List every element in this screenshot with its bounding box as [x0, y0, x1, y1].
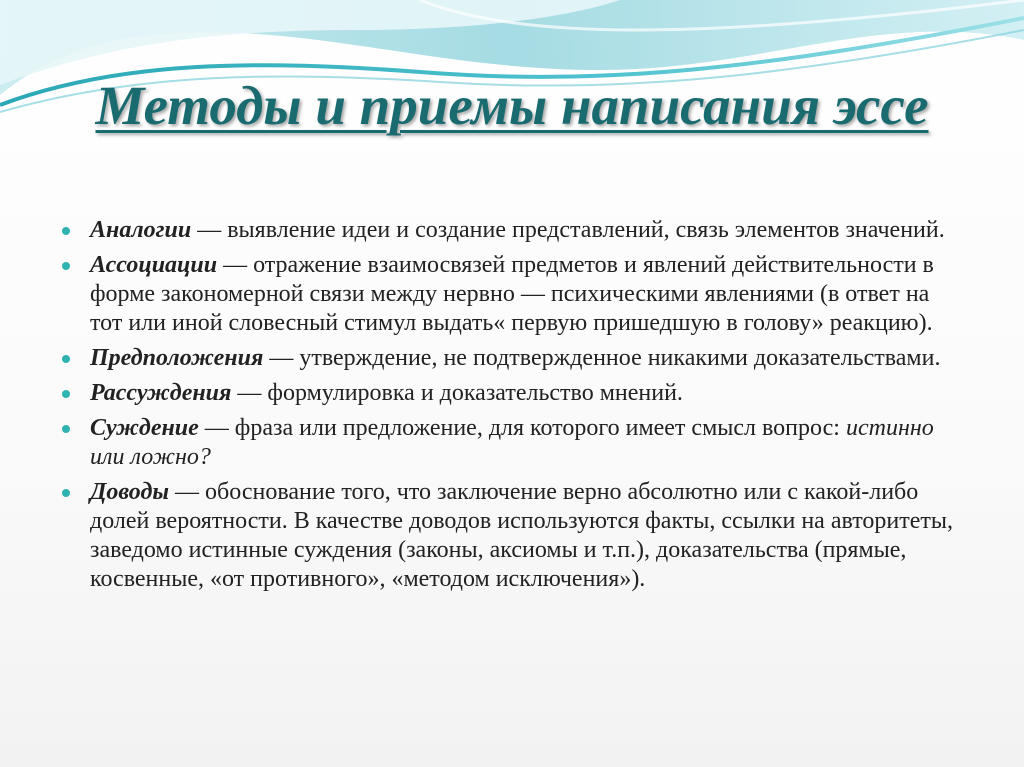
list-item — [62, 379, 962, 408]
list-item — [62, 478, 962, 594]
bullet-icon — [62, 390, 70, 398]
bullet-icon — [62, 227, 70, 235]
list-item — [62, 344, 962, 373]
item-text: — формулировка и доказательство мнений. — [231, 380, 683, 406]
item-term: Суждение — [90, 415, 199, 441]
item-term: Аналогии — [90, 217, 192, 243]
item-emphasis: истинно или ложно? — [90, 415, 934, 470]
page-title: Методы и приемы написания эссе — [95, 75, 929, 136]
item-text: — обоснование того, что заключение верно абсолютно или с какой-либо долей вероятности. В качестве доводов используются факты, ссылки на авторитеты, заведомо истинные суждения (законы, аксиомы и т.п.), доказательства (прямые, косвенные, «от противного», «методом исключения»). — [90, 479, 953, 592]
item-term: Доводы — [90, 479, 170, 505]
item-text: — утверждение, не подтвержденное никакими доказательствами. — [263, 345, 941, 371]
list-item — [62, 216, 962, 245]
item-term: Предположения — [90, 345, 264, 371]
item-text: — отражение взаимосвязей предметов и явлений действительности в форме закономерной связи между нервно — психическими явлениями (в ответ на тот или иной словесный стимул выдать« первую пришедшую в голову» реакцию). — [90, 252, 934, 336]
item-text: — выявление идеи и создание представлений, связь элементов значений. — [191, 217, 945, 243]
bullet-icon — [62, 355, 70, 363]
item-term: Ассоциации — [90, 252, 218, 278]
list-item — [62, 251, 962, 338]
bullet-list — [62, 216, 962, 600]
bullet-icon — [62, 489, 70, 497]
item-text: — фраза или предложение, для которого имеет смысл вопрос: — [198, 415, 846, 441]
bullet-icon — [62, 262, 70, 270]
item-term: Рассуждения — [90, 380, 232, 406]
list-item — [62, 414, 962, 472]
bullet-icon — [62, 425, 70, 433]
